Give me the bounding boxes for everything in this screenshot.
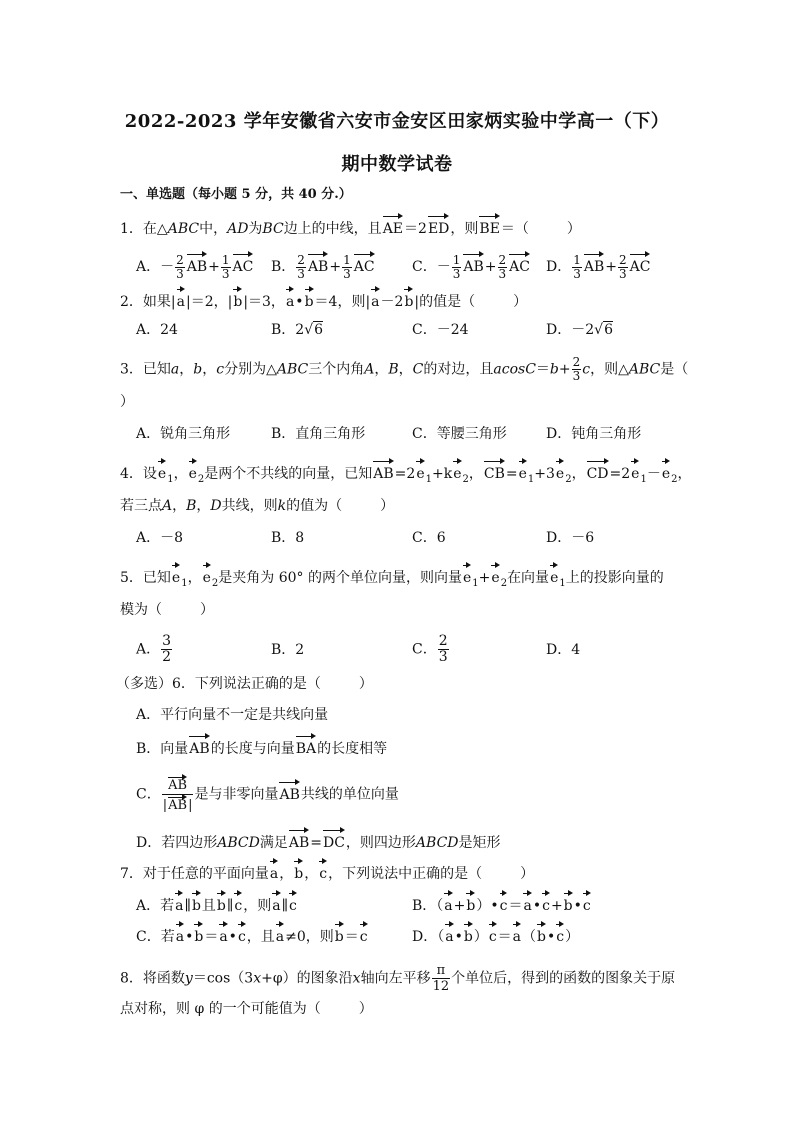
question-5-stem: 5．已知$e_1$，$e_2$是夹角为 60° 的两个单位向量，则向量$e_1+e_2$在向量$e_1$上的投影向量的	[120, 563, 694, 596]
vector-AE: AE	[383, 214, 403, 241]
question-4-stem: 4．设$e_1$，$e_2$是两个不共线的向量，已知$AB=2e_1+ke_2$，$CB=e_1+3e_2$，$CD=2e_1-e_2$，	[120, 459, 694, 492]
question-1-stem: 1．在△ABC中，AD为BC边上的中线，且AE＝2ED，则BE＝（ ）	[120, 214, 694, 241]
vector-BE: BE	[479, 214, 500, 241]
exam-title-line1: 2022-2023 学年安徽省六安市金安区田家炳实验中学高一（下）	[124, 111, 670, 132]
question-1-option-b: B． $\frac{2}{3}$ AB+ $\frac{1}{3}$ AC	[271, 252, 375, 281]
question-2-option-d: D．－2√6	[546, 322, 613, 338]
question-2-option-c: C．－24	[412, 322, 469, 338]
question-3-option-b: B．直角三角形	[271, 426, 366, 442]
question-5-option-a: A． $\frac{3}{2}$	[136, 633, 172, 665]
question-7-option-b: B．（a+b）•c＝a•c+b•c	[412, 891, 592, 918]
question-4-option-b: B．8	[271, 530, 305, 546]
question-3-option-a: A．锐角三角形	[136, 426, 231, 442]
question-4-option-d: D．－6	[546, 530, 595, 546]
question-4-stem-line2: 若三点A，B，D共线，则k的值为（ ）	[120, 498, 395, 514]
question-4-option-c: C．6	[412, 530, 446, 546]
question-3-stem: 3．已知a，b，c分别为△ABC三个内角A，B，C的对边，且acosC＝b+ $\frac{2}{3}$ c，则△ABC是（	[120, 355, 689, 383]
question-3-option-c: C．等腰三角形	[412, 426, 507, 442]
question-8-stem-line2: 点对称，则 φ 的一个可能值为（ ）	[120, 1001, 373, 1017]
question-6-option-d: D．若四边形ABCD满足AB=DC，则四边形ABCD是矩形	[136, 828, 501, 855]
question-1-option-d: D． $\frac{1}{3}$ AB+ $\frac{2}{3}$ AC	[546, 252, 651, 281]
question-3-stem-close: ）	[120, 394, 134, 410]
vector-ED: ED	[428, 214, 449, 241]
question-6-option-b: B．向量AB的长度与向量BA的长度相等	[136, 734, 387, 761]
question-4-option-a: A．－8	[136, 530, 184, 546]
question-7-option-c: C．若a•b＝a•c，且a≠0，则b＝c	[136, 922, 369, 949]
question-6-option-a: A．平行向量不一定是共线向量	[136, 707, 329, 723]
question-5-option-b: B．2	[271, 642, 305, 658]
question-7-option-a: A．若a∥b且b∥c，则a∥c	[136, 891, 298, 918]
question-8-stem: 8．将函数y＝cos（3x+φ）的图象沿x轴向左平移 $\frac{\pi}{12}$ 个单位后，得到的函数的图象关于原	[120, 963, 676, 994]
question-1-option-a: A．－ $\frac{2}{3}$ AB+ $\frac{1}{3}$ AC	[136, 252, 254, 281]
exam-title-line2: 期中数学试卷	[341, 154, 453, 175]
question-1-option-c: C．－ $\frac{1}{3}$ AB+ $\frac{2}{3}$ AC	[412, 252, 530, 281]
question-5-stem-line2: 模为（ ）	[120, 602, 214, 618]
question-2-option-b: B．2√6	[271, 322, 324, 338]
question-3-option-d: D．钝角三角形	[546, 426, 642, 442]
question-6-option-c: C． $\frac{AB}{|AB|}$ 是与非零向量AB共线的单位向量	[136, 775, 399, 814]
question-2-option-a: A．24	[136, 322, 178, 338]
section-heading: 一、单选题（每小题 5 分，共 40 分.）	[120, 187, 352, 202]
question-7-stem: 7．对于任意的平面向量a，b，c，下列说法中正确的是（ ）	[120, 859, 694, 886]
question-5-option-d: D．4	[546, 642, 581, 658]
question-7-option-d: D．（a•b）c＝a（b•c）	[412, 922, 579, 949]
question-5-option-c: C． $\frac{2}{3}$	[412, 633, 448, 665]
question-2-stem: 2．如果|a|＝2，|b|＝3，a•b＝4，则|a－2b|的值是（ ）	[120, 287, 694, 314]
question-6-stem: （多选）6．下列说法正确的是（ ）	[116, 676, 373, 692]
